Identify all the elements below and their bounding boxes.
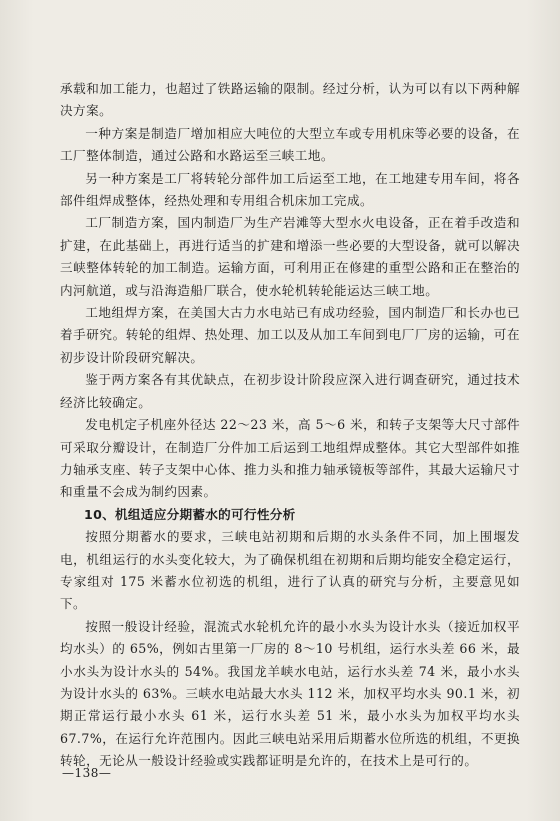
paragraph-plan-one: 一种方案是制造厂增加相应大吨位的大型立车或专用机床等必要的设备，在工厂整体制造，通过公路和水路运至三峡工地。 — [60, 125, 520, 164]
paragraph-plan-two: 另一种方案是工厂将转轮分部件加工后运至工地，在工地建专用车间，将各部件组焊成整体，经热处理和专用组合机床加工完成。 — [60, 170, 520, 209]
paragraph-staged-storage: 按照分期蓄水的要求，三峡电站初期和后期的水头条件不同，加上围堰发电，机组运行的水头变化较大，为了确保机组在初期和后期均能安全稳定运行，专家组对 175 米蓄水位初选的机组，进行了认真的研究与分析，主要意见如下。 — [60, 529, 520, 612]
paragraph-generator-stator: 发电机定子机座外径达 22～23 米，高 5～6 米，和转子支架等大尺寸部件可采取分瓣设计，在制造厂分件加工后运到工地组焊成整体。其它大型部件如推力轴承支座、转子支架中心体、推力头和推力轴承镜板等部件，其最大运输尺寸和重量不会成为制约因素。 — [60, 417, 520, 500]
paragraph-transport-limit: 承载和加工能力，也超过了铁路运输的限制。经过分析，认为可以有以下两种解决方案。 — [60, 81, 520, 119]
paragraph-comparison: 鉴于两方案各有其优缺点，在初步设计阶段应深入进行调查研究，通过技术经济比较确定。 — [60, 372, 520, 410]
paragraph-factory-plan: 工厂制造方案，国内制造厂为生产岩滩等大型水火电设备，正在着手改造和扩建，在此基础上，再进行适当的扩建和增添一些必要的大型设备，就可以解决三峡整体转轮的加工制造。运输方面，可利用正在修建的重型公路和正在整治的内河航道，或与沿海造船厂联合，使水轮机转轮能运达三峡工地。 — [60, 215, 520, 298]
paragraph-site-welding-plan: 工地组焊方案，在美国大古力水电站已有成功经验，国内制造厂和长办也已着手研究。转轮的组焊、热处理、加工以及从加工车间到电厂厂房的运输，可在初步设计阶段研究解决。 — [60, 305, 520, 365]
page-number: —138— — [62, 766, 112, 780]
paragraph-design-experience: 按照一般设计经验，混流式水轮机允许的最小水头为设计水头（接近加权平均水头）的 65%，例如古里第一厂房的 8～10 号机组，运行水头差 66 米，最小水头为设计水头的 54%。我国龙羊峡水电站，运行水头差 74 米，最小水头为设计水头的 63%。三峡水电站最大水头 112 米，加权平均水头 90.1 米，初期正常运行最小水头 61 米，运行水头差 51 米，最小水头为加权平均水头 67.7%，在运行允许范围内。因此三峡电站采用后期蓄水位所选的机组，不更换转轮，无论从一般设计经验或实践都证明是允许的，在技术上是可行的。 — [60, 618, 520, 769]
page-body — [60, 78, 520, 773]
section-heading: 10、机组适应分期蓄水的可行性分析 — [84, 506, 296, 522]
